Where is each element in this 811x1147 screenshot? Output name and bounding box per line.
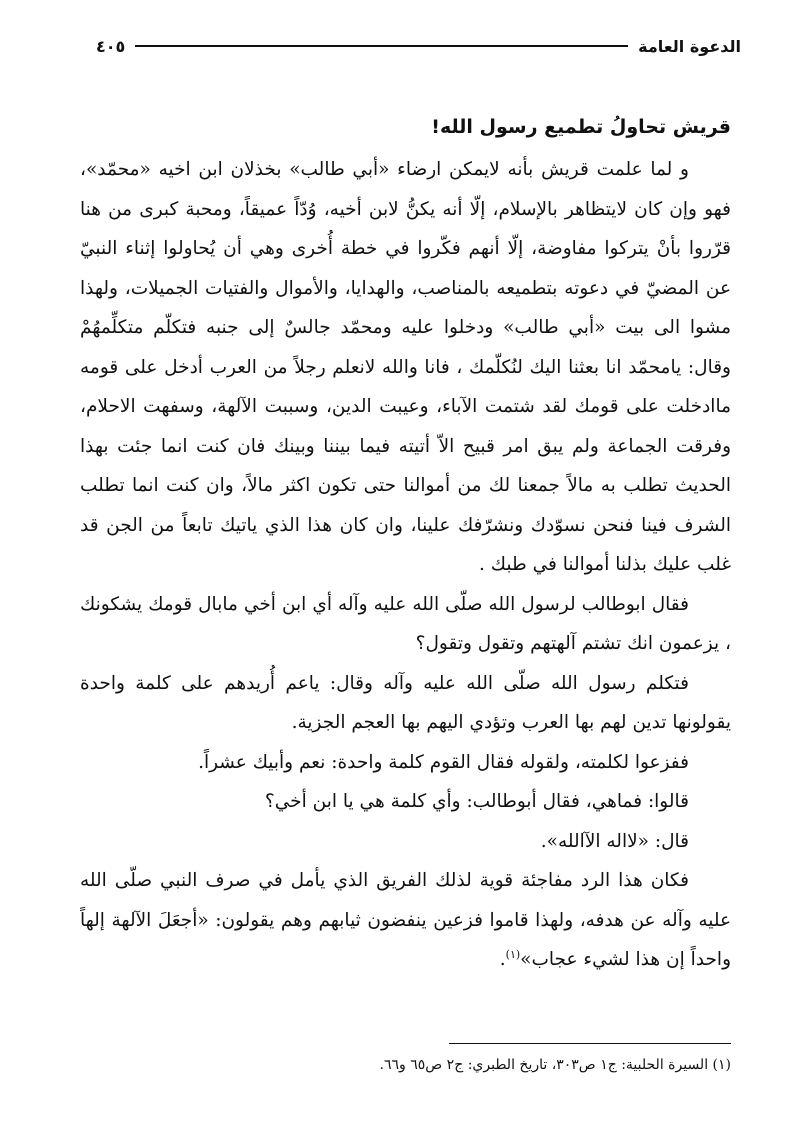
short-line-1: ففزعوا لكلمته، ولقوله فقال القوم كلمة واحدة: نعم وأبيك عشراً. <box>198 751 689 773</box>
paragraph-2: فقال ابوطالب لرسول الله صلّى الله عليه وآله أي ابن أخي مابال قومك يشكونك ، يزعمون انك تشتم آلهتهم وتقول وتقول؟ <box>80 593 731 654</box>
footnote-reference[interactable]: (١) <box>505 947 521 961</box>
running-title: الدعوة العامة <box>638 36 741 56</box>
section-heading: قريش تحاولُ تطميع رسول الله! <box>431 116 731 138</box>
closing-paragraph-text: فكان هذا الرد مفاجئة قوية لذلك الفريق الذي يأمل في صرف النبي صلّى الله عليه وآله عن هدفه، ولهذا قاموا فزعين ينفضون ثيابهم وهم يقولون: «أجعَلَ الآلهة إلهاً واحداً إن هذا لشيء عجاب» <box>80 870 731 970</box>
closing-period: . <box>499 949 506 970</box>
running-header <box>96 34 741 58</box>
footnote-rule <box>449 1043 731 1044</box>
page-content <box>80 112 731 980</box>
short-line-3: قال: «لااله الآالله». <box>540 830 689 852</box>
paragraph-1: و لما علمت قريش بأنه لايمكن ارضاء «أبي طالب» بخذلان ابن اخيه «محمّد»، فهو وإن كان لايتظاهر بالإسلام، إلّا أنه يكنُّ لابن أخيه، وُدّاً عميقاً، ومحبة كبرى من هنا قرّروا بأنْ يتركوا مفاوضة، إلّا أنهم فكّروا في خطة أُخرى وهي أن يُحاولوا إثناء النبيّ عن المضيّ في دعوته بتطميعه بالمناصب، والهدايا، والأموال والفتيات الجميلات، ولهذا مشوا الى بيت «أبي طالب» ودخلوا عليه ومحمّد جالسٌ إلى جنبه فتكلّم متكلِّمهُمْ وقال: يامحمّد انا بعثنا اليك لنُكلّمك ، فانا والله لانعلم رجلاً من العرب أدخل على قومه ماادخلت على قومك لقد شتمت الآباء، وعيبت الدين، وسببت الآلهة، وسفهت الاحلام، وفرقت الجماعة ولم يبق امر قبيح الاّ أتيته فيما بيننا وبينك فان كنت انما جئت بهذا الحديث تطلب به مالاً جمعنا لك من أموالنا حتى تكون اكثر مالاً، وان كنت انما تطلب الشرف فينا فنحن نسوّدك ونشرّفك علينا، وان كان هذا الذي ياتيك تابعاً من الجن قد غلب عليك بذلنا أموالنا في طبك . <box>80 159 731 575</box>
short-line-2: قالوا: فماهي، فقال أبوطالب: وأي كلمة هي يا ابن أخي؟ <box>264 791 689 812</box>
header-rule <box>135 45 628 47</box>
paragraph-3: فتكلم رسول الله صلّى الله عليه وآله وقال: ياعم أُريدهم على كلمة واحدة يقولونها تدين لهم بها العرب وتؤدي اليهم بها العجم الجزية. <box>80 672 731 733</box>
page-number: ٤٠٥ <box>96 36 126 56</box>
closing-paragraph <box>80 861 731 980</box>
footnote: (١) السيرة الحلبية: ج١ ص٣٠٣، تاريخ الطبري: ج٢ ص٦٥ و٦٦. <box>379 1057 731 1073</box>
